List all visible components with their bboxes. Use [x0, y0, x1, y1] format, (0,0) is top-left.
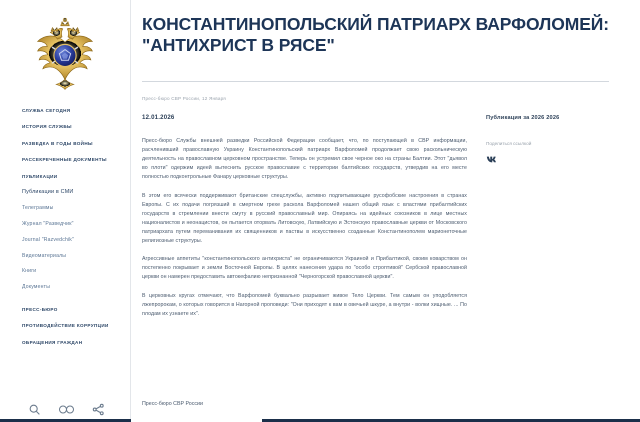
- title-divider: [142, 81, 609, 82]
- sidebar: [0, 0, 131, 422]
- accessibility-eye-icon[interactable]: [58, 403, 75, 416]
- sidebar-subitem-videomaterialy[interactable]: Видеоматериалы: [22, 252, 67, 259]
- share-link-label: Поделиться ссылкой: [486, 141, 532, 146]
- sidebar-item-publikatsii[interactable]: ПУБЛИКАЦИИ: [22, 173, 58, 179]
- vk-share-icon[interactable]: [486, 155, 499, 164]
- sidebar-subitem-journal-razvedchik[interactable]: Journal "Razvedchik": [22, 236, 75, 243]
- sidebar-item-rassekrechennye-dokumenty[interactable]: РАССЕКРЕЧЕННЫЕ ДОКУМЕНТЫ: [22, 157, 107, 163]
- article-signature: Пресс-бюро СВР России: [142, 401, 203, 407]
- page-title: КОНСТАНТИНОПОЛЬСКИЙ ПАТРИАРХ ВАРФОЛОМЕЙ: "АНТИХРИСТ В РЯСЕ": [142, 14, 609, 56]
- sidebar-icon-bar: [0, 403, 131, 416]
- sidebar-item-istoriya-sluzhby[interactable]: ИСТОРИЯ СЛУЖБЫ: [22, 124, 72, 130]
- right-rail: [486, 115, 631, 164]
- sidebar-subitem-zhurnal-razvedchik[interactable]: Журнал "Разведчик": [22, 221, 74, 228]
- sidebar-subitem-dokumenty[interactable]: Документы: [22, 284, 51, 291]
- publication-year-label[interactable]: Публикация за 2026 2026: [486, 115, 560, 121]
- emblem-container[interactable]: [0, 0, 130, 108]
- svr-double-headed-eagle-emblem: [28, 17, 102, 91]
- article-paragraph: В церковных кругах отмечают, что Варфоломей буквально разрывает живое Тело Церкви. Тем самым он уподобляется лжепророкам, о которых говорится в Нагорной проповеди: "Они приходят к вам в овечьей шкуре, а внутри - волки хищные. ... По плодам их узнаете их".: [142, 292, 467, 317]
- share-nodes-icon[interactable]: [92, 403, 105, 416]
- sidebar-subitem-knigi[interactable]: Книги: [22, 268, 37, 275]
- article-paragraph: В этом его всячески поддерживают британские спецслужбы, активно подпитывающие русофобские настроения в странах Европы. С их подачи погрязший в смертном грехе раскола Варфоломей нашел общий язык с властями прибалтийских государств в стремлении внести смуту в русский православный мир. Опираясь на идейных союзников в лице местных националистов и неонацистов, он пытается оторвать Литовскую, Латвийскую и Эстонскую православные церкви от Московского патриархата путем переманивания их священников и паствы в искусственно созданные Константинополем марионеточные религиозные структуры.: [142, 192, 467, 244]
- sidebar-nav: [0, 108, 130, 345]
- article-paragraph: Агрессивные аппетиты "константинопольского антихриста" не ограничиваются Украиной и Прибалтикой, своим коварством он постепенно покрывает и земли Восточной Европы. В целях нанесения удара по "особо строптивой" Сербской православной церкви он намерен предоставить автокефалию непризнанной "Черногорской православной церкви".: [142, 256, 467, 281]
- main-content: [131, 0, 640, 422]
- sidebar-item-razvedka-v-gody-voyny[interactable]: РАЗВЕДКА В ГОДЫ ВОЙНЫ: [22, 140, 93, 146]
- sidebar-subitem-publikatsii-v-smi[interactable]: Публикации в СМИ: [22, 189, 74, 196]
- sidebar-item-sluzhba-segodnya[interactable]: СЛУЖБА СЕГОДНЯ: [22, 108, 71, 113]
- article-paragraph: Пресс-бюро Службы внешней разведки Российской Федерации сообщает, что, по поступающей в СВР информации, расчленивший православную Украину Константинопольский патриарх Варфоломей продолжает свою раскольническую деятельность на православном церковном пространстве. Теперь он устремил свое черное око на страны Балтии. Этот "дьявол во плоти" одержим идеей вытеснить русское православие с территории балтийских государств, утвердив на его месте полностью подконтрольные Фанару церковные структуры.: [142, 138, 467, 181]
- article-body: [142, 137, 467, 328]
- sidebar-item-press-byuro[interactable]: ПРЕСС-БЮРО: [22, 307, 58, 312]
- publication-date: 12.01.2026: [142, 114, 175, 121]
- sidebar-item-protivodeystvie-korruptsii[interactable]: ПРОТИВОДЕЙСТВИЕ КОРРУПЦИИ: [22, 323, 109, 329]
- byline: Пресс-бюро СВР России, 12 Января: [142, 96, 226, 101]
- search-icon[interactable]: [28, 403, 41, 416]
- sidebar-subitem-telegrammy[interactable]: Телеграммы: [22, 205, 54, 212]
- sidebar-item-obrashcheniya-grazhdan[interactable]: ОБРАЩЕНИЯ ГРАЖДАН: [22, 339, 83, 345]
